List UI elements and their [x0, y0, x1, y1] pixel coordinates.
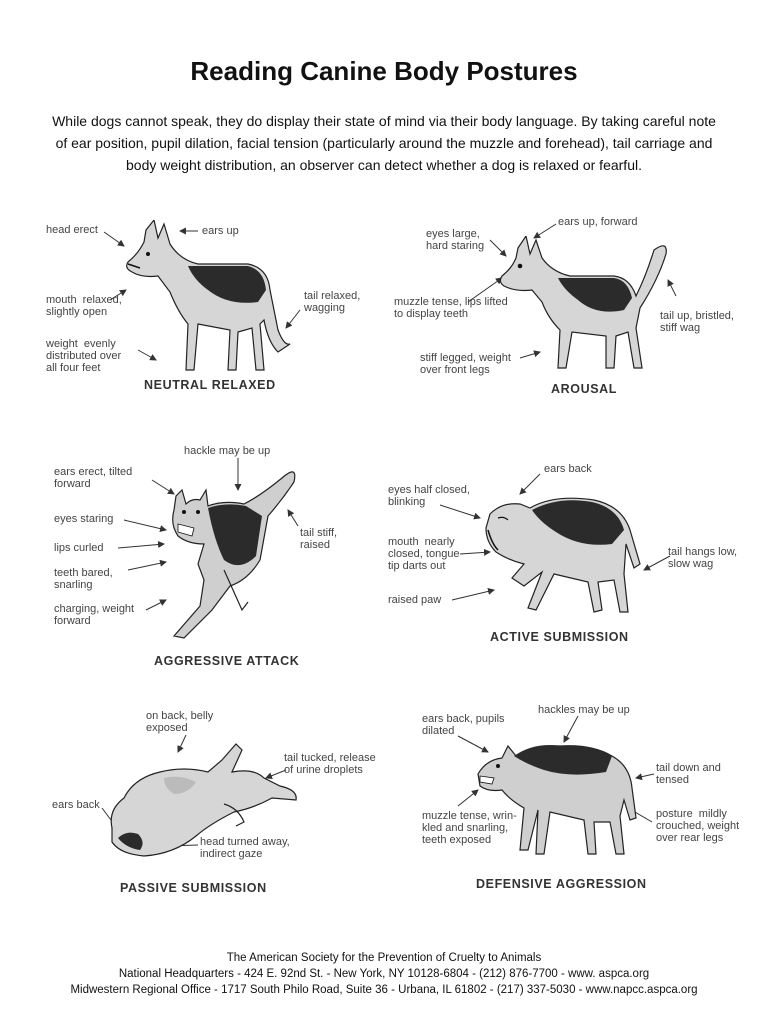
label-tail-up-bristled: tail up, bristled, stiff wag — [660, 310, 734, 334]
dog-neutral-illustration — [118, 220, 296, 378]
caption-neutral-relaxed: NEUTRAL RELAXED — [144, 378, 276, 392]
label-tail-tucked: tail tucked, release of urine droplets — [284, 752, 376, 776]
footer-midwest-office: Midwestern Regional Office - 1717 South Philo Road, Suite 36 - Urbana, IL 61802 - (217) 337-5030 - www.napcc.aspca.org — [70, 984, 698, 996]
label-eyes-half-closed: eyes half closed, blinking — [388, 484, 470, 508]
label-raised-paw: raised paw — [388, 594, 442, 606]
footer-headquarters: National Headquarters - 424 E. 92nd St. - New York, NY 10128-6804 - (212) 876-7700 - www. aspca.org — [118, 968, 650, 980]
label-teeth-bared: teeth bared, snarling — [54, 567, 113, 591]
label-muzzle-tense: muzzle tense, lips lifted to display teeth — [394, 296, 508, 320]
label-posture-crouched: posture mildly crouched, weight over rear legs — [656, 808, 740, 844]
label-ears-back-pupils: ears back, pupils dilated — [422, 713, 505, 737]
label-tail-hangs-low: tail hangs low, slow wag — [668, 546, 738, 570]
label-tail-stiff: tail stiff, raised — [300, 527, 338, 551]
caption-passive-submission: PASSIVE SUBMISSION — [120, 881, 267, 895]
label-head-erect: head erect — [46, 224, 98, 236]
label-tail-down-tensed: tail down and tensed — [656, 762, 721, 786]
footer — [0, 950, 768, 998]
label-ears-up-forward: ears up, forward — [558, 216, 638, 228]
label-charging: charging, weight forward — [54, 603, 135, 627]
caption-active-submission: ACTIVE SUBMISSION — [490, 630, 629, 644]
label-stiff-legged: stiff legged, weight over front legs — [420, 352, 511, 376]
dog-arousal-illustration — [496, 236, 670, 376]
caption-arousal: AROUSAL — [551, 382, 618, 396]
dog-aggressive-illustration — [164, 460, 304, 642]
label-mouth-relaxed: mouth relaxed, slightly open — [46, 294, 122, 318]
label-ears-back: ears back — [544, 463, 592, 475]
label-ears-erect-tilted: ears erect, tilted forward — [54, 466, 133, 490]
caption-defensive-aggression: DEFENSIVE AGGRESSION — [476, 877, 647, 891]
label-ears-up: ears up — [202, 225, 239, 237]
page-title: Reading Canine Body Postures — [190, 56, 578, 86]
label-eyes-staring: eyes staring — [54, 513, 114, 525]
label-hackle-may-be-up: hackle may be up — [184, 445, 271, 457]
caption-aggressive-attack: AGGRESSIVE ATTACK — [154, 654, 300, 668]
label-lips-curled: lips curled — [54, 542, 104, 554]
footer-org-name: The American Society for the Prevention of Cruelty to Animals — [226, 952, 542, 964]
label-mouth-nearly-closed: mouth nearly closed, tongue tip darts out — [388, 536, 460, 572]
label-weight-even: weight evenly distributed over all four feet — [46, 338, 122, 374]
label-hackles-may-be-up: hackles may be up — [538, 704, 630, 716]
label-eyes-large: eyes large, hard staring — [426, 228, 485, 252]
label-ears-back-passive: ears back — [52, 799, 100, 811]
label-head-turned-away: head turned away, indirect gaze — [200, 836, 290, 860]
dog-active-submission-illustration — [484, 494, 644, 620]
label-on-back-belly: on back, belly exposed — [146, 710, 214, 734]
intro-paragraph: While dogs cannot speak, they do display their state of mind via their body language. By taking careful note of ear position, pupil dilation, facial tension (particularly around the muzzle and forehead), tail carriage and body weight distribution, an observer can detect whether a dog is relaxed or fearful. — [52, 113, 716, 173]
label-tail-relaxed: tail relaxed, wagging — [304, 290, 361, 314]
label-muzzle-tense-wrinkled: muzzle tense, wrin- kled and snarling, teeth exposed — [422, 810, 517, 846]
